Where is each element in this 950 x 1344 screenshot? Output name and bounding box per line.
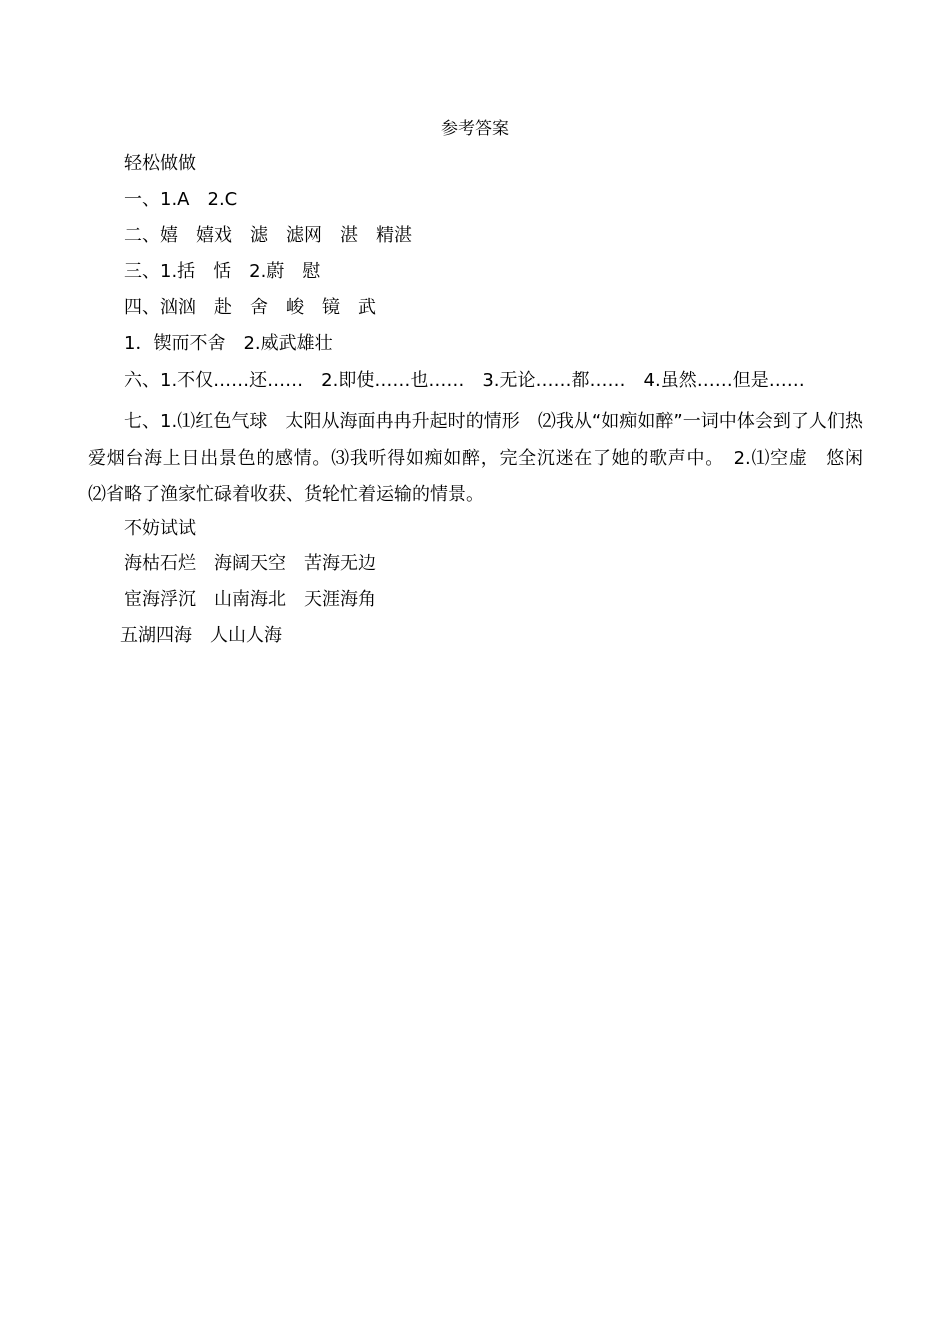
answer-line-6: 六、1.不仅……还…… 2.即使……也…… 3.无论……都…… 4.虽然……但是…… — [124, 370, 805, 391]
answer-line-2: 二、嬉 嬉戏 滤 滤网 湛 精湛 — [124, 225, 412, 246]
section-heading-try: 不妨试试 — [124, 518, 196, 539]
answer-line-3: 三、1.括 恬 2.蔚 慰 — [124, 261, 321, 282]
answer-line-1: 一、1.A 2.C — [124, 189, 238, 210]
answer-paragraph-7: 七、1.⑴红色气球 太阳从海面冉冉升起时的情形 ⑵我从“如痴如醉”一词中体会到了人们热爱烟台海上日出景色的感情。⑶我听得如痴如醉，完全沉迷在了她的歌声中。 2.⑴空虚 悠闲 ⑵省略了渔家忙碌着收获、货轮忙着运输的情景。 — [88, 411, 881, 505]
idiom-line-3: 五湖四海 人山人海 — [120, 625, 282, 646]
page-title: 参考答案 — [441, 119, 509, 139]
section-heading-easy: 轻松做做 — [124, 153, 196, 174]
answer-line-4: 四、汹汹 赴 舍 峻 镜 武 — [124, 297, 376, 318]
idiom-line-1: 海枯石烂 海阔天空 苦海无边 — [124, 553, 376, 574]
answer-line-5: 1．锲而不舍 2.威武雄壮 — [124, 333, 333, 354]
idiom-line-2: 宦海浮沉 山南海北 天涯海角 — [124, 589, 376, 610]
